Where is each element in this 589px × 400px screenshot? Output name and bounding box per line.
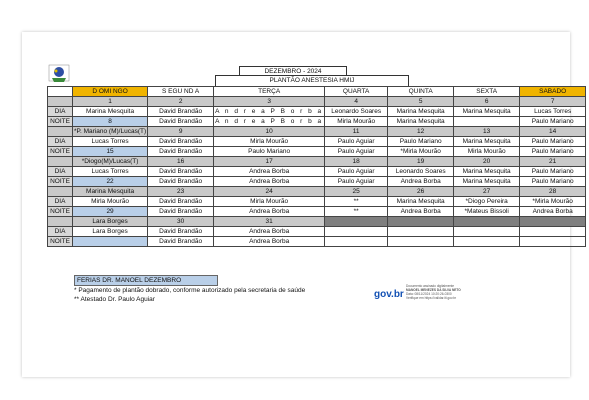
date-cell: 24 [214,187,325,197]
date-cell: 25 [325,187,388,197]
shift-cell [454,227,520,237]
schedule-table [47,86,586,247]
date-cell [388,217,454,227]
signature-line: Data: 08/11/2024 10:20:26-0300 [406,292,452,296]
shift-cell: David Brandão [148,197,214,207]
schedule-title: PLANTÃO ANESTESIA HMIJ [215,75,409,87]
shift-cell: Marina Mesquita [454,137,520,147]
date-cell: 11 [325,127,388,137]
date-cell: 20 [454,157,520,167]
weekday-header-row [48,87,586,97]
noite-label: NOITE [48,117,73,127]
shift-cell [454,117,520,127]
municipal-seal-icon [47,63,71,85]
noite-shift-row [48,117,586,127]
shift-cell: 8 [73,117,148,127]
shift-cell: David Brandão [148,177,214,187]
noite-label: NOITE [48,177,73,187]
date-cell: *P. Mariano (M)/Lucas(T) [74,128,147,135]
shift-cell: A n d r e a P B o r b a [215,118,324,125]
shift-cell: Andrea Borba [388,177,454,187]
shift-cell: David Brandão [148,167,214,177]
day-header-tuesday: TERÇA [214,87,325,97]
gov-br-logo [374,286,404,300]
date-cell: Marina Mesquita [73,187,148,197]
signature-line: MANOEL MENEZES DA SILVA NETO [406,288,461,292]
shift-cell: David Brandão [148,227,214,237]
shift-cell: *Mateus Bissoli [454,207,520,217]
shift-cell: Andrea Borba [214,207,325,217]
shift-cell: Paulo Mariano [520,147,586,157]
signature-line: Documento assinado digitalmente [406,284,455,288]
date-row [48,217,586,227]
day-header-wednesday: QUARTA [325,87,388,97]
shift-cell [454,237,520,247]
shift-cell: Paulo Aguiar [325,177,388,187]
shift-cell: ** [325,207,388,217]
shift-cell [520,227,586,237]
shift-cell: 22 [73,177,148,187]
date-cell: 10 [214,127,325,137]
noite-shift-row [48,207,586,217]
day-header-friday: SEXTA [454,87,520,97]
date-cell: 30 [148,217,214,227]
shift-cell: 29 [73,207,148,217]
shift-cell: Marina Mesquita [388,117,454,127]
shift-cell: David Brandão [148,207,214,217]
shift-cell: ** [325,197,388,207]
shift-cell: Andrea Borba [520,207,586,217]
shift-cell: Paulo Mariano [520,137,586,147]
date-cell: 2 [148,97,214,107]
shift-cell: *Mirla Mourão [388,147,454,157]
shift-cell [73,237,148,247]
day-header-monday: S EGU ND A [148,87,214,97]
date-cell: 23 [148,187,214,197]
shift-cell: Marina Mesquita [388,197,454,207]
shift-cell: Mirla Mourão [454,147,520,157]
shift-cell: A n d r e a P B o r b a [215,108,324,115]
shift-cell: Mirla Mourão [325,117,388,127]
date-cell: 3 [214,97,325,107]
shift-cell: Paulo Aguiar [325,137,388,147]
day-header-sunday: D OMI NGO [73,87,148,97]
shift-cell: Andrea Borba [214,237,325,247]
shift-cell: Paulo Mariano [520,167,586,177]
shift-cell: David Brandão [148,117,214,127]
shift-cell: Paulo Aguiar [325,167,388,177]
date-cell: 1 [73,97,148,107]
shift-cell: *Mirla Mourão [520,197,586,207]
shift-cell: Lucas Torres [520,107,586,117]
date-cell: 21 [520,157,586,167]
shift-cell: Paulo Mariano [388,137,454,147]
row-label-spacer [48,187,73,197]
date-cell: 28 [520,187,586,197]
date-cell: 27 [454,187,520,197]
shift-cell: Lara Borges [73,227,148,237]
dia-label: DIA [48,167,73,177]
noite-label: NOITE [48,147,73,157]
date-cell: 9 [148,127,214,137]
footnote-dobrado: * Pagamento de plantão dobrado, conforme autorizado pela secretaria de saúde [74,287,306,294]
shift-cell: Paulo Mariano [520,117,586,127]
date-cell: 18 [325,157,388,167]
date-row [48,97,586,107]
dia-shift-row [48,167,586,177]
shift-cell: Leonardo Soares [388,167,454,177]
date-cell: 12 [388,127,454,137]
shift-cell: Andrea Borba [214,227,325,237]
shift-cell [325,237,388,247]
date-cell: 26 [388,187,454,197]
day-header-saturday: SABADO [520,87,586,97]
noite-label: NOITE [48,237,73,247]
shift-cell: Andrea Borba [214,167,325,177]
date-cell: 7 [520,97,586,107]
dia-label: DIA [48,227,73,237]
shift-cell: Marina Mesquita [454,177,520,187]
shift-cell: Paulo Mariano [214,147,325,157]
date-cell: 14 [520,127,586,137]
noite-shift-row [48,177,586,187]
shift-cell: Andrea Borba [214,177,325,187]
gov-br-logo-text: gov.br [374,289,404,300]
date-cell: 31 [214,217,325,227]
dia-label: DIA [48,197,73,207]
date-row [48,127,586,137]
date-cell: 4 [325,97,388,107]
dia-shift-row [48,137,586,147]
shift-cell: David Brandão [148,147,214,157]
shift-cell [325,227,388,237]
dia-shift-row [48,107,586,117]
date-cell [520,217,586,227]
shift-cell: *Diogo Pereira [454,197,520,207]
noite-shift-row [48,147,586,157]
row-label-spacer [48,97,73,107]
shift-cell: Andrea Borba [388,207,454,217]
dia-label: DIA [48,107,73,117]
shift-cell: Marina Mesquita [454,167,520,177]
shift-cell: Mirla Mourão [214,137,325,147]
date-row [48,157,586,167]
date-cell [454,217,520,227]
noite-shift-row [48,237,586,247]
shift-cell: David Brandão [148,237,214,247]
date-cell: 17 [214,157,325,167]
shift-cell: Lucas Torres [73,167,148,177]
date-cell: *Diogo(M)/Lucas(T) [73,157,148,167]
date-row [48,187,586,197]
signature-line: Verifique em https://validar.iti.gov.br [406,296,457,300]
footnote-atestado: ** Atestado Dr. Paulo Aguiar [74,296,155,303]
shift-cell: David Brandão [148,107,214,117]
date-cell: 13 [454,127,520,137]
shift-cell: Paulo Mariano [520,177,586,187]
dia-label: DIA [48,137,73,147]
shift-cell: 15 [73,147,148,157]
dia-shift-row [48,197,586,207]
date-cell: 16 [148,157,214,167]
date-cell [325,217,388,227]
dia-shift-row [48,227,586,237]
shift-cell: Lucas Torres [73,137,148,147]
shift-cell [388,227,454,237]
month-title: DEZEMBRO - 2024 [239,66,347,76]
day-header-thursday: QUINTA [388,87,454,97]
date-cell: 5 [388,97,454,107]
shift-cell: Mirla Mourão [73,197,148,207]
shift-cell: Marina Mesquita [73,107,148,117]
row-label-spacer [48,217,73,227]
shift-cell: Marina Mesquita [454,107,520,117]
date-cell: 19 [388,157,454,167]
shift-cell [388,237,454,247]
shift-cell: Mirla Mourão [214,197,325,207]
date-cell: 6 [454,97,520,107]
shift-cell [520,237,586,247]
noite-label: NOITE [48,207,73,217]
shift-cell: Leonardo Soares [325,107,388,117]
digital-signature [406,284,486,300]
ferias-note: FERIAS DR. MANOEL DEZEMBRO [74,275,218,286]
shift-cell: Marina Mesquita [388,107,454,117]
date-cell: Lara Borges [73,217,148,227]
shift-cell: Paulo Aguiar [325,147,388,157]
row-label-spacer [48,127,73,137]
row-label-spacer [48,157,73,167]
shift-cell: David Brandão [148,137,214,147]
